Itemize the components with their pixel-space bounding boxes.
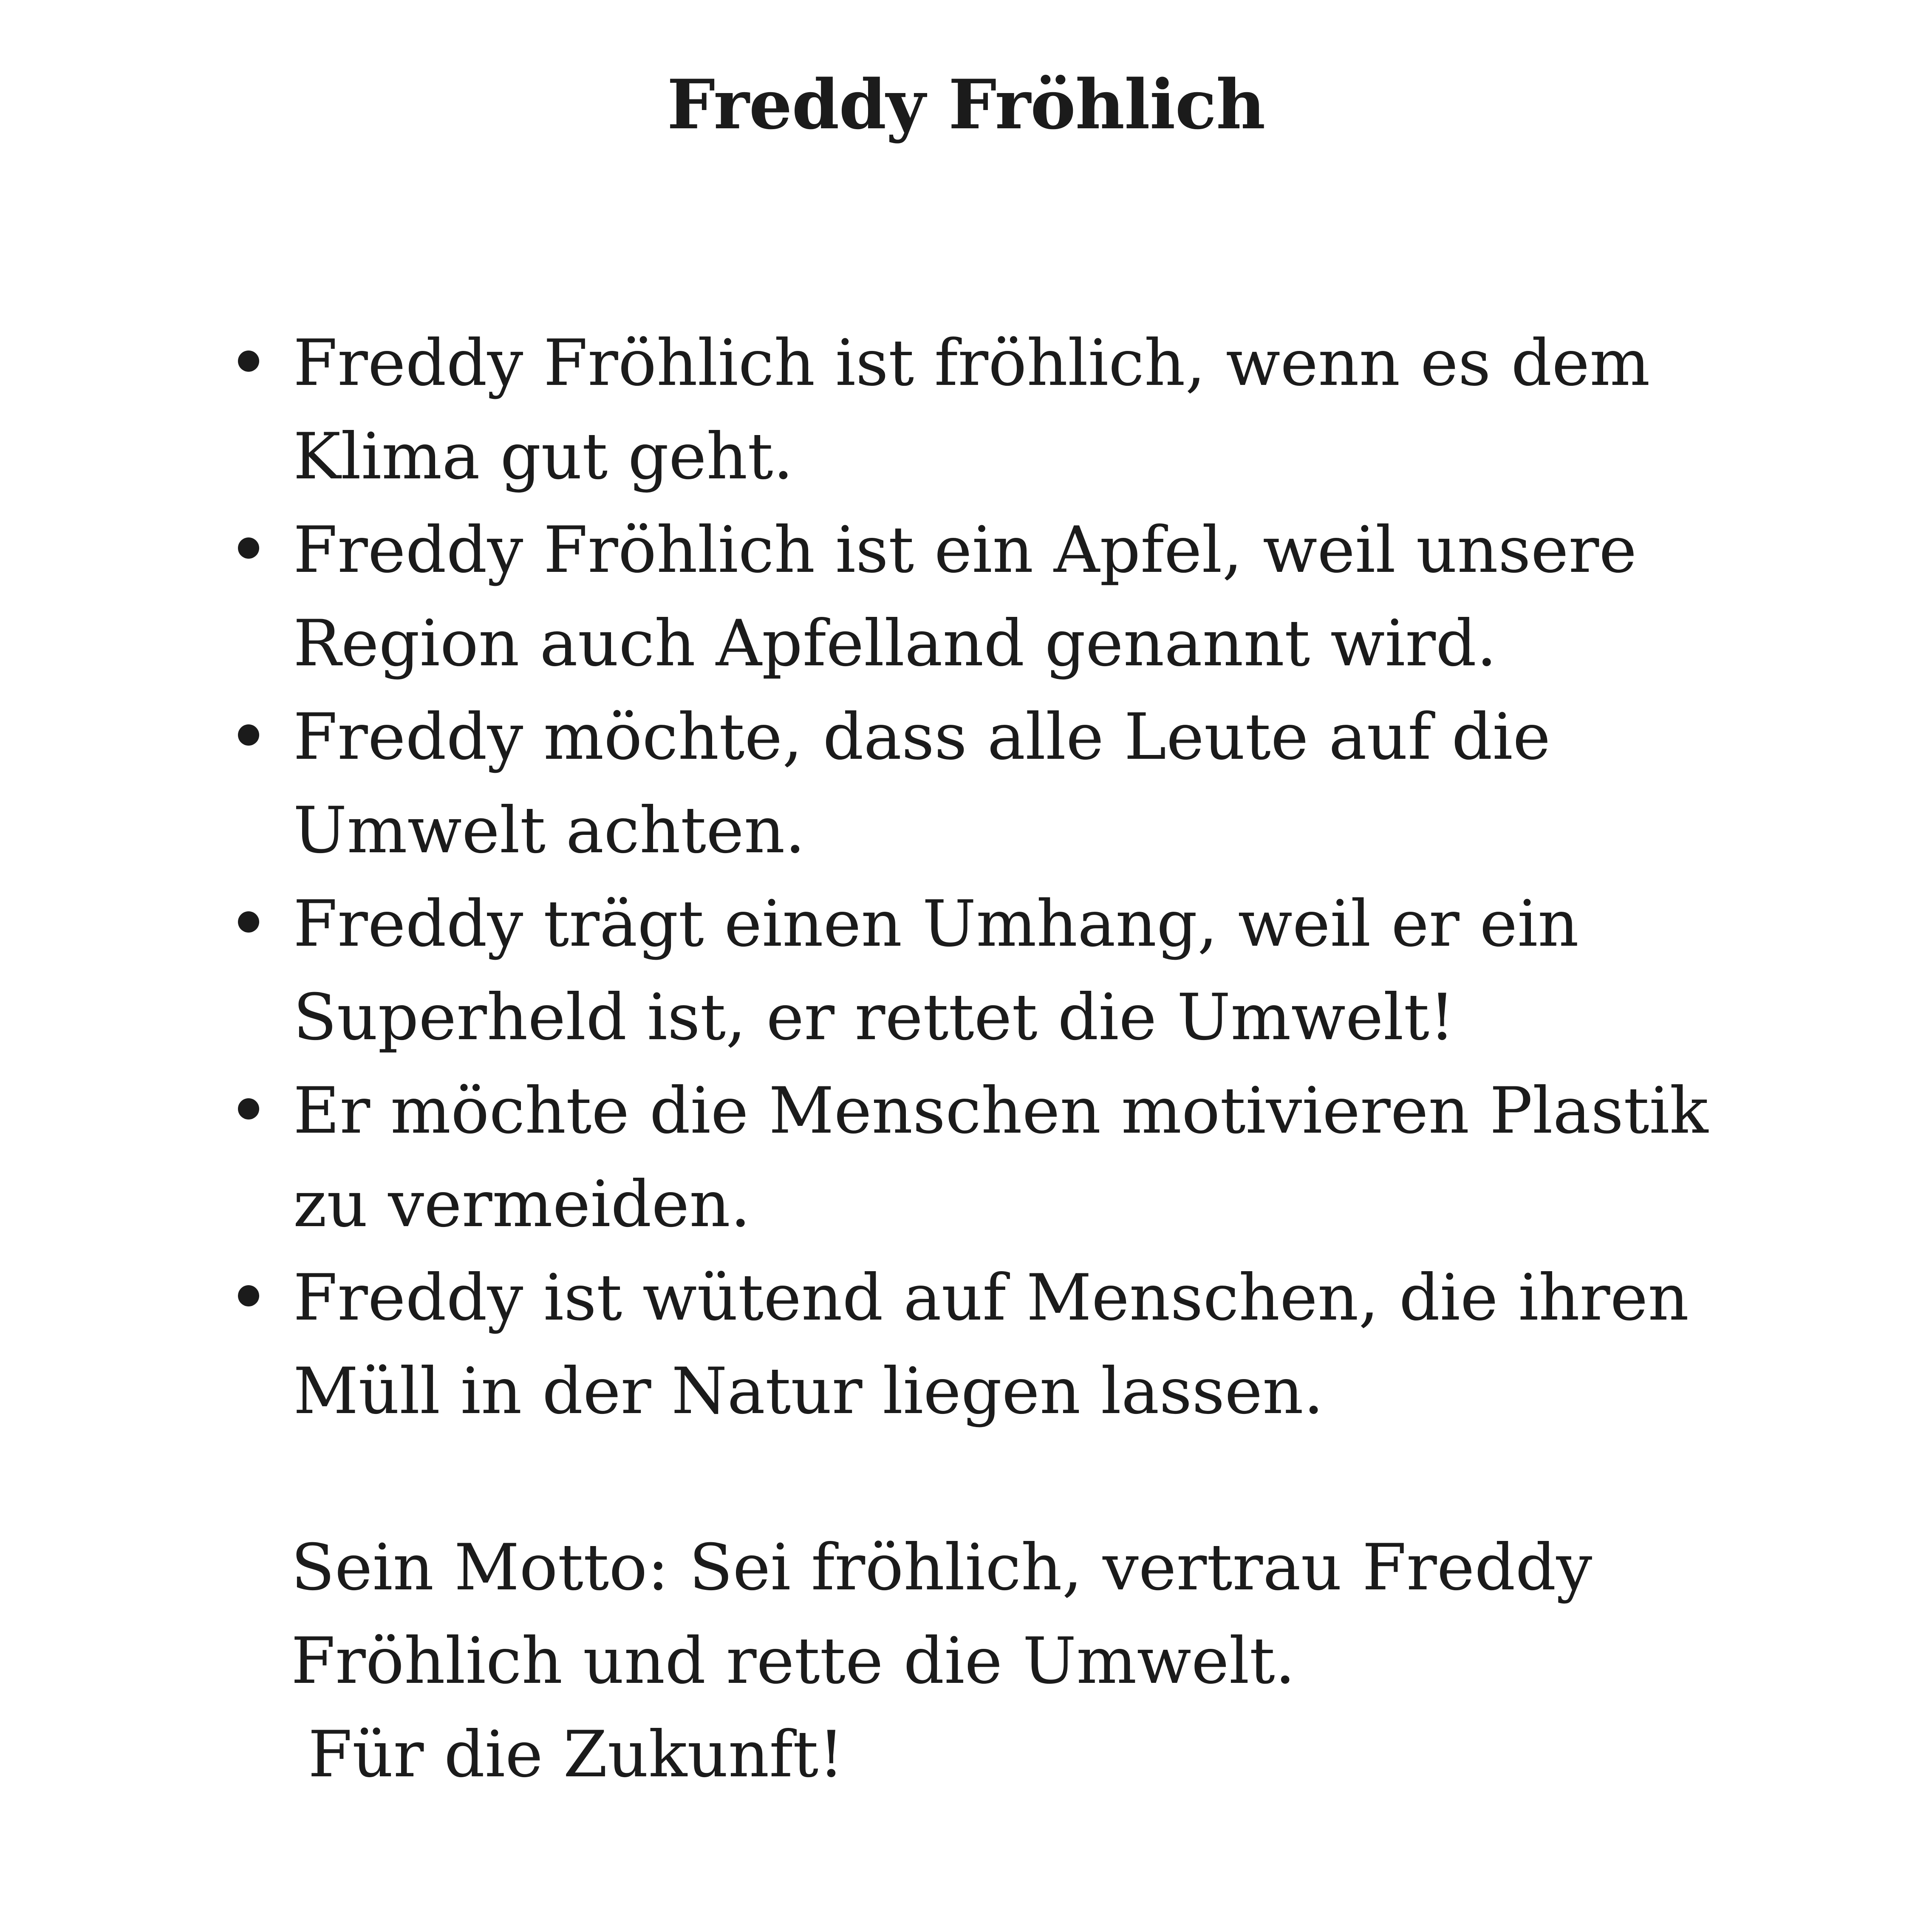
- motto-line: Fröhlich und rette die Umwelt.: [291, 1624, 1296, 1698]
- list-item-text: Er möchte die Menschen motivieren Plastik: [293, 1074, 1709, 1148]
- list-item-text: Freddy Fröhlich ist fröhlich, wenn es dem: [293, 326, 1650, 400]
- list-item: [238, 877, 1725, 1064]
- bullet-dot-icon: [238, 1285, 259, 1306]
- list-item-text: Umwelt achten.: [293, 794, 806, 868]
- list-item-text: Freddy ist wütend auf Menschen, die ihren: [293, 1261, 1689, 1335]
- list-item-text: Müll in der Natur liegen lassen.: [293, 1354, 1324, 1428]
- list-item-text: Freddy trägt einen Umhang, weil er ein: [293, 887, 1579, 961]
- bullet-dot-icon: [238, 911, 259, 933]
- list-item-text: Klima gut geht.: [293, 420, 794, 494]
- bullet-dot-icon: [238, 1098, 259, 1119]
- bullet-dot-icon: [238, 537, 259, 559]
- list-item-text: Freddy möchte, dass alle Leute auf die: [293, 700, 1551, 774]
- bullet-list: [238, 317, 1725, 1438]
- motto-line: Für die Zukunft!: [308, 1718, 844, 1792]
- list-item: [238, 690, 1725, 877]
- list-item: [238, 1064, 1725, 1251]
- list-item-text: zu vermeiden.: [293, 1168, 751, 1241]
- bullet-dot-icon: [238, 724, 259, 746]
- motto-paragraph: [291, 1521, 1736, 1801]
- list-item: [238, 503, 1725, 690]
- list-item-text: Freddy Fröhlich ist ein Apfel, weil unsere: [293, 513, 1637, 587]
- motto-line: Sein Motto: Sei fröhlich, vertrau Freddy: [291, 1531, 1593, 1605]
- list-item-text: Region auch Apfelland genannt wird.: [293, 607, 1497, 681]
- list-item-text: Superheld ist, er rettet die Umwelt!: [293, 981, 1455, 1054]
- list-item: [238, 1251, 1725, 1438]
- page-title: Freddy Fröhlich: [667, 65, 1265, 144]
- list-item: [238, 317, 1725, 503]
- bullet-dot-icon: [238, 351, 259, 372]
